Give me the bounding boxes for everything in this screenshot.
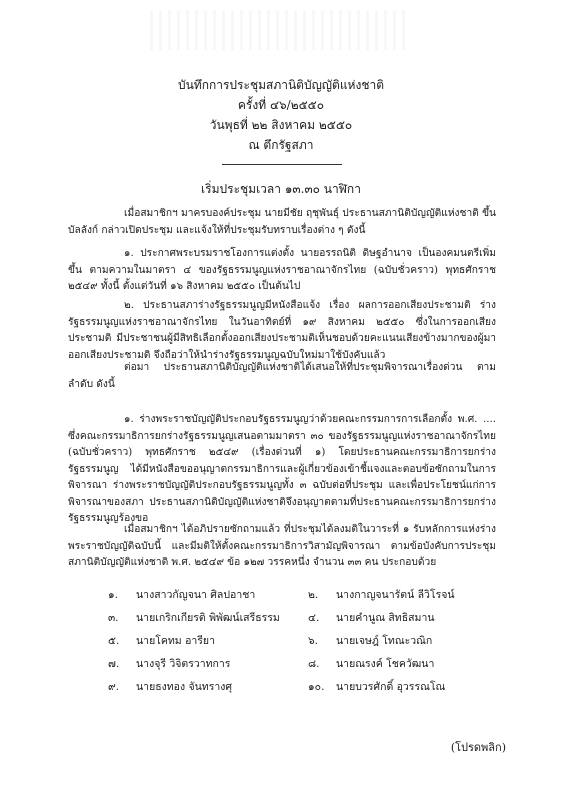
committee-member-list xyxy=(108,584,508,699)
member-name: นางกาญจนารัตน์ ลีวิโรจน์ xyxy=(336,589,455,601)
member-row xyxy=(108,607,508,630)
member-number: ๘. xyxy=(308,658,320,670)
member-number: ๒. xyxy=(308,589,319,601)
list-item xyxy=(108,676,308,699)
announcement-item-1: ๑. ประกาศพระบรมราชโองการแต่งตั้ง นายอรรถนิติ ดิษฐอำนาจ เป็นองคมนตรีเพิ่มขึ้น ตามความในมาตรา ๔ ของรัฐธรรมนูญแห่งราชอาณาจักรไทย (ฉบับชั่วคราว) พุทธศักราช ๒๕๔๙ ทั้งนี้ ตั้งแต่วันที่ ๑๖ สิงหาคม ๒๕๕๐ เป็นต้นไป xyxy=(68,248,496,292)
list-item xyxy=(108,607,308,630)
announcement-item-2: ๒. ประธานสภาร่างรัฐธรรมนูญมีหนังสือแจ้ง เรื่อง ผลการออกเสียงประชามติ ร่างรัฐธรรมนูญแห่งราชอาณาจักรไทย ในวันอาทิตย์ที่ ๑๙ สิงหาคม ๒๕๕๐ ซึ่งในการออกเสียงประชามติ มีประชาชนผู้มีสิทธิเลือกตั้งออกเสียงประชามติเห็นชอบด้วยคะแนนเสียงข้างมากของผู้มาออกเสียงประชามติ จึงถือว่าให้นำร่างรัฐธรรมนูญฉบับใหม่มาใช้บังคับแล้ว xyxy=(68,300,496,361)
list-item xyxy=(308,584,508,607)
member-number: ๗. xyxy=(108,658,120,670)
member-name: นายณรงค์ โชควัฒนา xyxy=(336,658,435,670)
member-number: ๕. xyxy=(108,635,120,647)
member-name: นายเกริกเกียรติ พิพัฒน์เสรีธรรม xyxy=(136,612,280,624)
start-time: เริ่มประชุมเวลา ๑๓.๓๐ นาฬิกา xyxy=(201,182,361,196)
member-name: นายธงทอง จันทรางศุ xyxy=(136,681,233,693)
member-name: นายโคทม อารียา xyxy=(136,635,215,647)
member-name: นายเจษฎ์ โทณะวณิก xyxy=(336,635,433,647)
session-number: ครั้งที่ ๔๖/๒๕๕๐ xyxy=(237,98,325,112)
member-number: ๔. xyxy=(308,612,320,624)
member-name: นางจุรี วิจิตรวาทการ xyxy=(136,658,231,670)
member-name: นางสาวกัญจนา ศิลปอาชา xyxy=(136,589,256,601)
member-number: ๙. xyxy=(108,681,120,693)
member-number: ๓. xyxy=(108,612,119,624)
member-number: ๖. xyxy=(308,635,319,647)
member-row xyxy=(108,630,508,653)
bill-item-1: ๑. ร่างพระราชบัญญัติประกอบรัฐธรรมนูญว่าด้วยคณะกรรมการการเลือกตั้ง พ.ศ. .... ซึ่งคณะกรรมาธิการยกร่างรัฐธรรมนูญเสนอตามมาตรา ๓๐ ของรัฐธรรมนูญแห่งราชอาณาจักรไทย (ฉบับชั่วคราว) พุทธศักราช ๒๕๔๙ (เรื่องด่วนที่ ๑) โดยประธานคณะกรรมาธิการยกร่างรัฐธรรมนูญ ได้มีหนังสือขออนุญาตกรรมาธิการและผู้เกี่ยวข้องเข้าชี้แจงและตอบข้อซักถามในการพิจารณา ร่างพระราชบัญญัติประกอบรัฐธรรมนูญทั้ง ๓ ฉบับต่อที่ประชุม และเพื่อประโยชน์แก่การพิจารณาของสภา ประธานสภานิติบัญญัติแห่งชาติจึงอนุญาตตามที่ประธานคณะกรรมาธิการยกร่างรัฐธรรมนูญร้องขอ xyxy=(68,414,496,524)
member-row xyxy=(108,676,508,699)
meeting-venue: ณ ตึกรัฐสภา xyxy=(248,138,314,152)
member-name: นายบวรศักดิ์ อุวรรณโณ xyxy=(336,681,446,693)
member-row xyxy=(108,584,508,607)
list-item xyxy=(108,630,308,653)
list-item xyxy=(308,676,508,699)
member-name: นายคำนูณ สิทธิสมาน xyxy=(336,612,435,624)
list-item xyxy=(108,584,308,607)
divider-line xyxy=(222,164,342,165)
member-number: ๑๐. xyxy=(308,681,325,693)
document-title: บันทึกการประชุมสภานิติบัญญัติแห่งชาติ xyxy=(177,78,384,92)
list-item xyxy=(308,607,508,630)
list-item xyxy=(308,630,508,653)
meeting-date: วันพุธที่ ๒๒ สิงหาคม ๒๕๕๐ xyxy=(209,118,353,132)
agenda-paragraph: ต่อมา ประธานสภานิติบัญญัติแห่งชาติได้เสนอให้ที่ประชุมพิจารณาเรื่องด่วน ตามลำดับ ดังนี้ xyxy=(68,362,496,390)
faint-stamp xyxy=(150,10,410,50)
member-number: ๑. xyxy=(108,589,119,601)
list-item xyxy=(108,653,308,676)
bill-item-1-continuation: เมื่อสมาชิกฯ ได้อภิปรายซักถามแล้ว ที่ประชุมได้ลงมติในวาระที่ ๑ รับหลักการแห่งร่างพระราชบัญญัติฉบับนี้ และมีมติให้ตั้งคณะกรรมาธิการวิสามัญพิจารณา ตามข้อบังคับการประชุมสภานิติบัญญัติแห่งชาติ พ.ศ. ๒๕๔๙ ข้อ ๑๒๗ วรรคหนึ่ง จำนวน ๓๓ คน ประกอบด้วย xyxy=(68,524,496,568)
list-item xyxy=(308,653,508,676)
opening-paragraph: เมื่อสมาชิกฯ มาครบองค์ประชุม นายมีชัย ฤชุพันธุ์ ประธานสภานิติบัญญัติแห่งชาติ ขึ้นบัลลังก์ กล่าวเปิดประชุม และแจ้งให้ที่ประชุมรับทราบเรื่องต่าง ๆ ดังนี้ xyxy=(68,208,496,236)
member-row xyxy=(108,653,508,676)
turn-page-note: (โปรดพลิก) xyxy=(450,741,506,754)
